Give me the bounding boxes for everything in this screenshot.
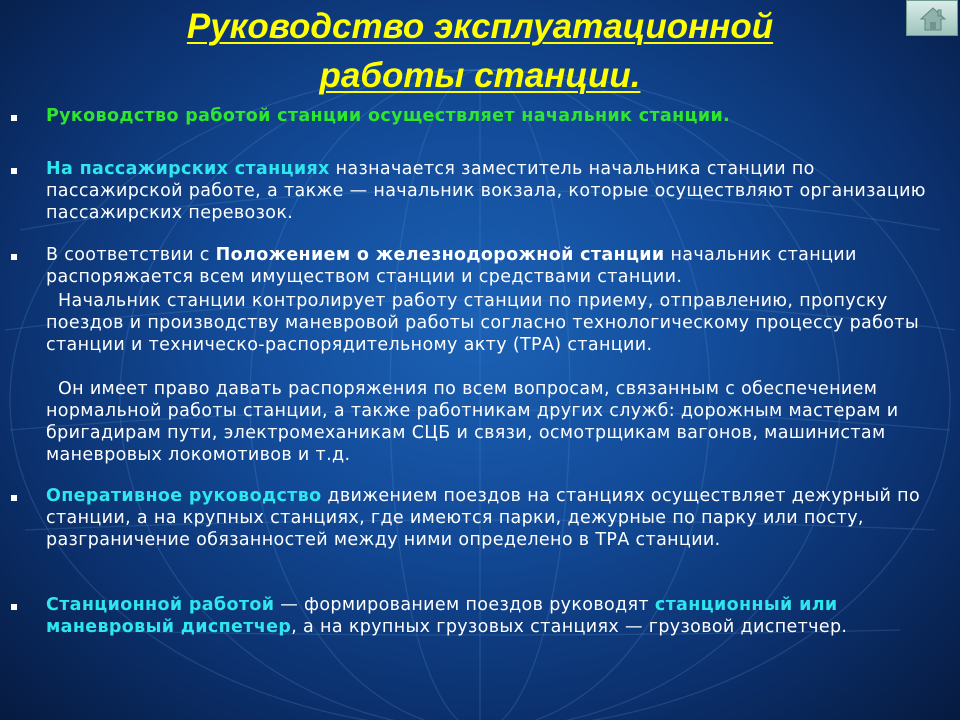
title-line-2: работы станции. [319, 56, 641, 95]
text-regulation-bold: Положением о железнодорожной станции [215, 245, 665, 265]
paragraph-passenger-stations [46, 158, 946, 224]
bullet-marker [11, 254, 17, 260]
text-passenger-stations: назначается заместитель начальника станции по пассажирской работе, а также — начальник вокзала, которые осуществляют организацию пассажирских перевозок. [46, 159, 926, 223]
paragraph-station-work [46, 594, 946, 638]
text-head-of-station: Руководство работой станции осуществляет начальник станции. [46, 106, 731, 126]
lead-passenger-stations: На пассажирских станциях [46, 159, 330, 179]
text-control: Начальник станции контролирует работу станции по приему, отправлению, пропуску поездов и производству маневровой работы согласно технологическому процессу работы станции и техническо-распорядительному акту (ТРА) станции. [46, 291, 920, 355]
bullet-marker [11, 604, 17, 610]
lead-dispatcher: станционный или маневровый диспетчер [46, 595, 838, 637]
text-regulation: начальник станции распоряжается всем имуществом станции и средствами станции. [46, 245, 857, 287]
paragraph-regulation [46, 244, 946, 288]
title-line-1: Руководство эксплуатационной [186, 7, 774, 46]
bullet-marker [11, 115, 17, 121]
text-station-work: , а на крупных грузовых станциях — грузовой диспетчер. [291, 617, 848, 637]
paragraph-control [46, 290, 946, 356]
text-station-work-mid: — формированием поездов руководят [274, 595, 655, 615]
bullet-marker [11, 495, 17, 501]
paragraph-head-of-station [46, 105, 946, 127]
bullet-marker [11, 168, 17, 174]
text-regulation-pre: В соответствии с [46, 245, 216, 265]
lead-operational: Оперативное руководство [46, 486, 322, 506]
text-rights: Он имеет право давать распоряжения по всем вопросам, связанным с обеспечением нормальной работы станции, а также работникам других служб: дорожным мастерам и бригадирам пути, электромеханикам СЦБ и связи, осмотрщикам вагонов, машинистам маневровых локомотивов и т.д. [46, 379, 899, 465]
paragraph-rights [46, 378, 946, 466]
text-operational: движением поездов на станциях осуществляет дежурный по станции, а на крупных станциях, где имеются парки, дежурные по парку или посту, разграничение обязанностей между ними определено в ТРА станции. [46, 486, 921, 550]
paragraph-operational [46, 485, 946, 551]
lead-station-work: Станционной работой [46, 595, 275, 615]
